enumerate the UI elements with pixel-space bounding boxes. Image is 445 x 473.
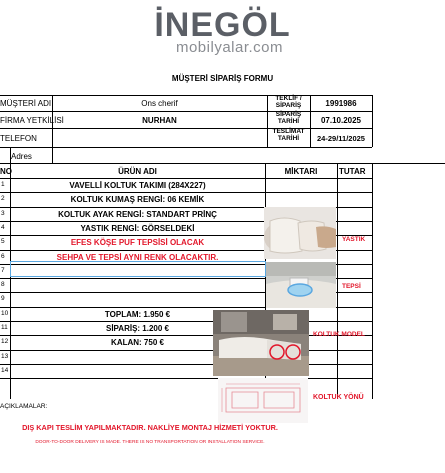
row-product-text: KOLTUK KUMAŞ RENGİ: 06 KEMİK [70, 195, 205, 204]
row-number: 14 [1, 367, 9, 374]
row-number: 9 [1, 295, 5, 302]
label-tray: TEPSİ [342, 283, 361, 290]
row-number: 12 [1, 338, 9, 345]
row-product-text: YASTIK RENGİ: GÖRSELDEKİ [80, 224, 195, 233]
phone-label: TELEFON [0, 134, 37, 143]
row-product-text: VAVELLİ KOLTUK TAKIMI (284X227) [69, 181, 206, 190]
sofa-direction-sketch [218, 378, 308, 423]
order-no-value: 1991986 [325, 99, 357, 108]
customer-label: MÜŞTERİ ADI [0, 99, 52, 108]
footer-en: DOOR-TO-DOOR DELIVERY IS MADE. THERE IS NO TRANSPORTATION OR INSTALLATION SERVICE. [35, 440, 265, 445]
row-number: 8 [1, 281, 5, 288]
row-divider [0, 192, 372, 193]
row-divider [0, 321, 372, 322]
delivery-value: 24-29/11/2025 [317, 134, 365, 143]
row-product-text: SEHPA VE TEPSİ AYNI RENK OLACAKTIR. [56, 253, 219, 262]
company-label: FİRMA YETKİLİSİ [0, 116, 64, 125]
row-number: 13 [1, 353, 9, 360]
row-number: 10 [1, 310, 9, 317]
col-qty: MİKTARI [284, 167, 318, 176]
row-product-text: EFES KÖŞE PUF TEPSİSİ OLACAK [70, 238, 205, 247]
row-product-text: KOLTUK AYAK RENGİ: STANDART PRİNÇ [58, 210, 217, 219]
company-logo [0, 8, 445, 56]
col-product: ÜRÜN ADI [118, 167, 157, 176]
col-amount: TUTAR [339, 167, 366, 176]
row-number: 2 [1, 195, 5, 202]
label-pillow: YASTIK [342, 236, 366, 243]
company-value: NURHAN [142, 116, 177, 125]
form-title: MÜŞTERİ SİPARİŞ FORMU [171, 74, 274, 83]
delivery-label: TESLİMAT TARİHİ [272, 128, 305, 142]
row-number: 7 [1, 267, 5, 274]
cell-selection [10, 261, 266, 277]
row-product-text: SİPARİŞ: 1.200 € [106, 324, 169, 333]
customer-value: Ons cherif [141, 99, 178, 108]
label-model: KOLTUK MODEL [313, 331, 365, 338]
row-number: 11 [1, 324, 8, 331]
order-date-label: SİPARİŞ TARİHİ [275, 111, 302, 125]
row-number: 6 [1, 253, 5, 260]
row-number: 5 [1, 238, 5, 245]
order-no-label: TEKLİF / SİPARİŞ [275, 95, 302, 109]
sofa-model-photo [213, 310, 309, 376]
row-divider [0, 350, 372, 351]
row-divider [0, 364, 372, 365]
address-label: Adres [11, 152, 32, 161]
row-number: 4 [1, 224, 5, 231]
row-number: 1 [1, 181, 5, 188]
order-date-value: 07.10.2025 [320, 116, 362, 125]
row-divider [0, 378, 372, 379]
pillow-photo [264, 207, 336, 259]
footer-tr: DIŞ KAPI TESLİM YAPILMAKTADIR. NAKLİYE MONTAJ HİZMETİ YOKTUR. [22, 423, 278, 432]
col-no: NO [0, 167, 12, 176]
tray-photo [266, 262, 336, 308]
label-direction: KOLTUK YÖNÜ [313, 394, 364, 401]
logo-brand: İNEGÖL [154, 6, 291, 44]
row-number: 3 [1, 210, 5, 217]
row-product-text: TOPLAM: 1.950 € [104, 310, 171, 319]
logo-subtitle: mobilyalar.com [175, 39, 284, 56]
row-product-text: KALAN: 750 € [111, 338, 164, 347]
notes-label: AÇIKLAMALAR: [0, 403, 48, 410]
